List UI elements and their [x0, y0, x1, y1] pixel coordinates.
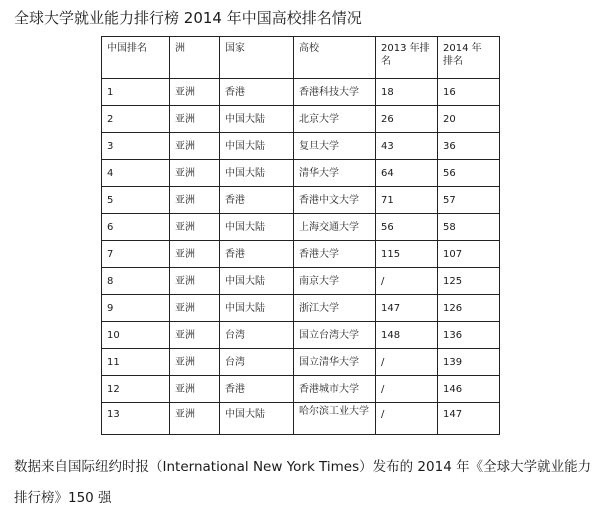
cell-continent: 亚洲: [170, 187, 220, 214]
cell-rank-2013: /: [376, 349, 438, 376]
cell-china-rank: 11: [102, 349, 170, 376]
cell-rank-2013: 148: [376, 322, 438, 349]
cell-school: 复旦大学: [294, 133, 376, 160]
cell-china-rank: 8: [102, 268, 170, 295]
cell-continent: 亚洲: [170, 403, 220, 435]
cell-rank-2013: 43: [376, 133, 438, 160]
cell-school: 国立清华大学: [294, 349, 376, 376]
cell-rank-2013: /: [376, 268, 438, 295]
cell-continent: 亚洲: [170, 322, 220, 349]
table-row: [102, 349, 500, 376]
cell-rank-2014: 36: [438, 133, 500, 160]
table-row: [102, 322, 500, 349]
cell-school: 香港城市大学: [294, 376, 376, 403]
cell-country: 香港: [220, 241, 294, 268]
table-row: [102, 241, 500, 268]
table-row: [102, 268, 500, 295]
table-row: [102, 133, 500, 160]
cell-continent: 亚洲: [170, 160, 220, 187]
header-continent: 洲: [170, 37, 220, 79]
cell-continent: 亚洲: [170, 295, 220, 322]
header-rank-2014: 2014 年 排名: [438, 37, 500, 79]
cell-china-rank: 3: [102, 133, 170, 160]
table-row: [102, 106, 500, 133]
header-china-rank: 中国排名: [102, 37, 170, 79]
cell-rank-2014: 136: [438, 322, 500, 349]
header-country: 国家: [220, 37, 294, 79]
cell-china-rank: 7: [102, 241, 170, 268]
cell-rank-2013: 26: [376, 106, 438, 133]
cell-rank-2013: 147: [376, 295, 438, 322]
ranking-table: [101, 36, 500, 435]
cell-school: 南京大学: [294, 268, 376, 295]
cell-country: 台湾: [220, 322, 294, 349]
cell-continent: 亚洲: [170, 376, 220, 403]
cell-rank-2014: 16: [438, 79, 500, 106]
table-row: [102, 187, 500, 214]
cell-rank-2013: 64: [376, 160, 438, 187]
cell-continent: 亚洲: [170, 349, 220, 376]
cell-china-rank: 6: [102, 214, 170, 241]
cell-school: 北京大学: [294, 106, 376, 133]
table-row: [102, 376, 500, 403]
cell-school: 香港科技大学: [294, 79, 376, 106]
cell-country: 中国大陆: [220, 268, 294, 295]
cell-rank-2014: 126: [438, 295, 500, 322]
cell-school: 清华大学: [294, 160, 376, 187]
table-row: [102, 295, 500, 322]
table-body: [102, 79, 500, 435]
cell-country: 中国大陆: [220, 133, 294, 160]
cell-country: 中国大陆: [220, 106, 294, 133]
table-row: [102, 403, 500, 435]
table-row: [102, 214, 500, 241]
cell-rank-2014: 20: [438, 106, 500, 133]
cell-country: 香港: [220, 79, 294, 106]
cell-rank-2014: 146: [438, 376, 500, 403]
table-row: [102, 79, 500, 106]
cell-rank-2014: 107: [438, 241, 500, 268]
cell-school: 香港大学: [294, 241, 376, 268]
cell-rank-2014: 58: [438, 214, 500, 241]
header-school: 高校: [294, 37, 376, 79]
cell-school: 哈尔滨工业大学: [294, 403, 376, 435]
cell-china-rank: 13: [102, 403, 170, 435]
cell-china-rank: 12: [102, 376, 170, 403]
cell-rank-2013: 18: [376, 79, 438, 106]
cell-school: 国立台湾大学: [294, 322, 376, 349]
cell-rank-2013: 71: [376, 187, 438, 214]
cell-rank-2014: 147: [438, 403, 500, 435]
cell-school: 浙江大学: [294, 295, 376, 322]
cell-country: 中国大陆: [220, 295, 294, 322]
cell-china-rank: 2: [102, 106, 170, 133]
cell-china-rank: 1: [102, 79, 170, 106]
cell-rank-2013: /: [376, 403, 438, 435]
cell-school: 香港中文大学: [294, 187, 376, 214]
cell-rank-2013: 56: [376, 214, 438, 241]
cell-school: 上海交通大学: [294, 214, 376, 241]
cell-rank-2014: 139: [438, 349, 500, 376]
cell-country: 中国大陆: [220, 403, 294, 435]
cell-rank-2013: /: [376, 376, 438, 403]
cell-china-rank: 10: [102, 322, 170, 349]
cell-continent: 亚洲: [170, 79, 220, 106]
cell-china-rank: 4: [102, 160, 170, 187]
source-note: 数据来自国际纽约时报（International New York Times）发布的 2014 年《全球大学就业能力排行榜》150 强: [14, 459, 592, 506]
cell-rank-2013: 115: [376, 241, 438, 268]
cell-country: 中国大陆: [220, 214, 294, 241]
cell-china-rank: 9: [102, 295, 170, 322]
cell-rank-2014: 57: [438, 187, 500, 214]
cell-country: 香港: [220, 376, 294, 403]
cell-continent: 亚洲: [170, 241, 220, 268]
cell-rank-2014: 125: [438, 268, 500, 295]
table-header-row: [102, 37, 500, 79]
cell-continent: 亚洲: [170, 214, 220, 241]
cell-continent: 亚洲: [170, 106, 220, 133]
cell-continent: 亚洲: [170, 133, 220, 160]
header-rank-2013: 2013 年排名: [376, 37, 438, 79]
cell-continent: 亚洲: [170, 268, 220, 295]
cell-china-rank: 5: [102, 187, 170, 214]
table-row: [102, 160, 500, 187]
cell-country: 台湾: [220, 349, 294, 376]
page-title: 全球大学就业能力排行榜 2014 年中国高校排名情况: [14, 9, 362, 27]
cell-country: 香港: [220, 187, 294, 214]
cell-rank-2014: 56: [438, 160, 500, 187]
cell-country: 中国大陆: [220, 160, 294, 187]
